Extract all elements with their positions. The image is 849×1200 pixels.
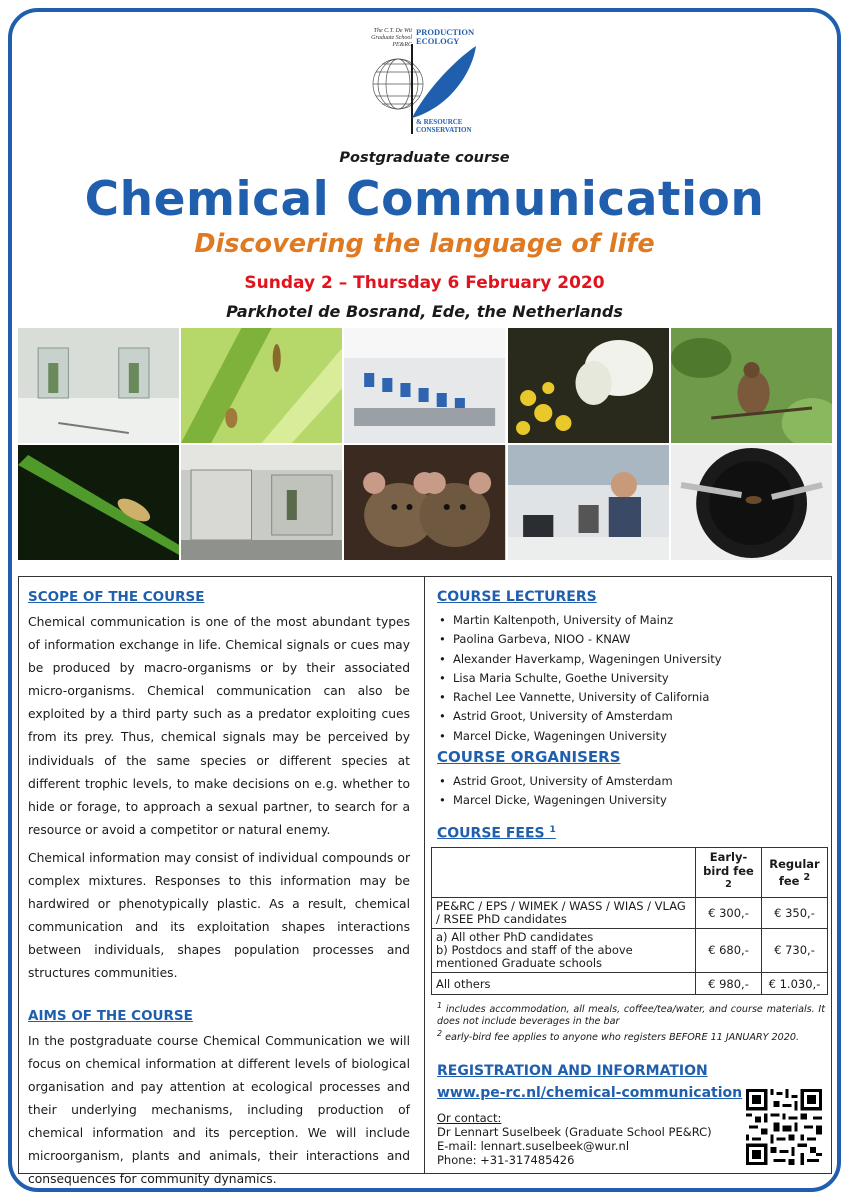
note-2-text: early-bird fee applies to anyone who registers BEFORE 11 JANUARY 2020. xyxy=(445,1032,800,1044)
regular-fee-label: Regular fee xyxy=(769,857,820,889)
note-1-text: includes accommodation, all meals, coffee/tea/water, and course materials. It does not include beverages in the bar xyxy=(437,1004,825,1028)
logo-line-2: Graduate School xyxy=(371,35,412,41)
white-butterfly-photo xyxy=(508,328,669,443)
content-box xyxy=(18,576,832,1187)
logo-production: PRODUCTION xyxy=(416,27,475,37)
right-column xyxy=(426,577,831,1173)
logo-bottom-text xyxy=(416,118,472,134)
registration-link[interactable]: www.pe-rc.nl/chemical-communication xyxy=(437,1084,743,1101)
note-1-sup: 1 xyxy=(437,1001,443,1011)
qr-code-icon[interactable] xyxy=(746,1089,822,1165)
scope-paragraph-2: Chemical information may consist of individual compounds or complex mixtures. Responses to this information may be hardwired or phenotypically plastic. As a result, chemical communication and its exploitation shapes interactions between individuals, shapes population processes and structures communities. xyxy=(28,850,410,981)
scope-heading: SCOPE OF THE COURSE xyxy=(28,589,205,605)
lecturers-list xyxy=(437,611,831,746)
list-item: • Marcel Dicke, Wageningen University xyxy=(437,791,831,810)
table-row xyxy=(432,929,828,973)
photo-grid xyxy=(18,328,832,560)
aims-paragraph: In the postgraduate course Chemical Communication we will focus on chemical information at different levels of biological organisation and pay attention at ecological processes and their underlying mechanisms, including production of chemical information and its perception. We will include microorganism, plants and animals, their interactions and consequences for community dynamics. xyxy=(28,1033,410,1187)
logo-ecology: ECOLOGY xyxy=(416,36,460,46)
contact-email[interactable]: E-mail: lennart.suselbeek@wur.nl xyxy=(437,1138,630,1153)
fee-early: € 980,- xyxy=(696,973,762,995)
list-item: • Astrid Groot, University of Amsterdam xyxy=(437,772,831,791)
lab-glassware-photo xyxy=(18,328,179,443)
fee-regular: € 730,- xyxy=(762,929,828,973)
insect-electrode-photo xyxy=(671,445,832,560)
logo-line-3: PE&RC xyxy=(392,42,412,48)
organisers-list xyxy=(437,772,831,811)
fee-row-label: All others xyxy=(432,973,696,995)
fee-regular: € 1.030,- xyxy=(762,973,828,995)
pe-rc-logo xyxy=(368,26,484,138)
organisers-heading: COURSE ORGANISERS xyxy=(437,748,621,767)
greenhouse-lab-photo xyxy=(181,445,342,560)
regular-fee-sup: 2 xyxy=(803,872,811,884)
fee-row-label-b: b) Postdocs and staff of the above mentioned Graduate schools xyxy=(436,943,633,971)
green-leaves-insects-photo xyxy=(181,328,342,443)
aims-heading: AIMS OF THE COURSE xyxy=(28,1007,193,1024)
course-type: Postgraduate course xyxy=(339,150,510,166)
course-venue: Parkhotel de Bosrand, Ede, the Netherlands xyxy=(226,302,623,321)
table-row xyxy=(432,898,828,929)
fees-heading-sup: 1 xyxy=(549,824,556,835)
registration-heading: REGISTRATION AND INFORMATION xyxy=(437,1062,708,1079)
lecturers-heading: COURSE LECTURERS xyxy=(437,589,597,605)
fee-row-label: PE&RC / EPS / WIMEK / WASS / WIAS / VLAG / RSEE PhD candidates xyxy=(432,898,696,929)
fee-row-label-a: a) All other PhD candidates xyxy=(436,930,594,945)
left-column xyxy=(19,577,425,1187)
table-row xyxy=(432,973,828,995)
note-2-sup: 2 xyxy=(437,1029,443,1039)
fees-table xyxy=(431,847,828,995)
page-title: Chemical Communication xyxy=(84,172,765,227)
table-row xyxy=(432,848,828,898)
list-item: • Astrid Groot, University of Amsterdam xyxy=(437,707,831,726)
list-item: • Marcel Dicke, Wageningen University xyxy=(437,727,831,746)
fee-note-2 xyxy=(437,1028,825,1044)
contact-phone: Phone: +31-317485426 xyxy=(437,1152,575,1167)
fees-heading xyxy=(437,825,831,842)
tagline: Discovering the language of life xyxy=(194,229,655,259)
regular-fee-header xyxy=(762,848,828,898)
early-bird-label: Early-bird fee xyxy=(703,850,754,879)
fee-row-label xyxy=(432,929,696,973)
rats-photo xyxy=(344,445,505,560)
list-item: • Rachel Lee Vannette, University of California xyxy=(437,688,831,707)
fee-note-1 xyxy=(437,1000,825,1028)
logo-resource: & RESOURCE xyxy=(416,118,463,126)
bird-on-branch-photo xyxy=(671,328,832,443)
fee-notes xyxy=(437,1000,831,1044)
course-dates: Sunday 2 – Thursday 6 February 2020 xyxy=(244,273,605,293)
list-item: • Alexander Haverkamp, Wageningen University xyxy=(437,650,831,669)
logo-conservation: CONSERVATION xyxy=(416,126,472,134)
fee-early: € 300,- xyxy=(696,898,762,929)
list-item: • Lisa Maria Schulte, Goethe University xyxy=(437,669,831,688)
fee-regular: € 350,- xyxy=(762,898,828,929)
list-item: • Paolina Garbeva, NIOO - KNAW xyxy=(437,630,831,649)
scope-paragraph-1: Chemical communication is one of the most abundant types of information exchange in life. Chemical signals or cues may be produced by macro-organisms or by their associated micro-organisms. Chemical communication can also be exploited by a third party such as a predator exploiting cues from its prey. Thus, chemical signals may be perceived by individuals of the same species or different species at different trophic levels, to make decisions on e.g. whether to hide or forage, to approach a sexual partner, to search for a resource or avoid a competitor or natural enemy. xyxy=(28,615,410,837)
lab-equipment-photo xyxy=(344,328,505,443)
list-item: • Martin Kaltenpoth, University of Mainz xyxy=(437,611,831,630)
contact-name: Dr Lennart Suselbeek (Graduate School PE&RC) xyxy=(437,1124,712,1139)
moth-on-grass-photo xyxy=(18,445,179,560)
contact-label: Or contact: xyxy=(437,1110,502,1125)
table-cell xyxy=(432,848,696,898)
early-bird-sup: 2 xyxy=(725,879,732,891)
fees-heading-text: COURSE FEES xyxy=(437,825,545,842)
early-bird-header xyxy=(696,848,762,898)
researcher-microscope-photo xyxy=(508,445,669,560)
logo-line-1: The C.T. De Wit xyxy=(373,28,412,34)
fee-early: € 680,- xyxy=(696,929,762,973)
